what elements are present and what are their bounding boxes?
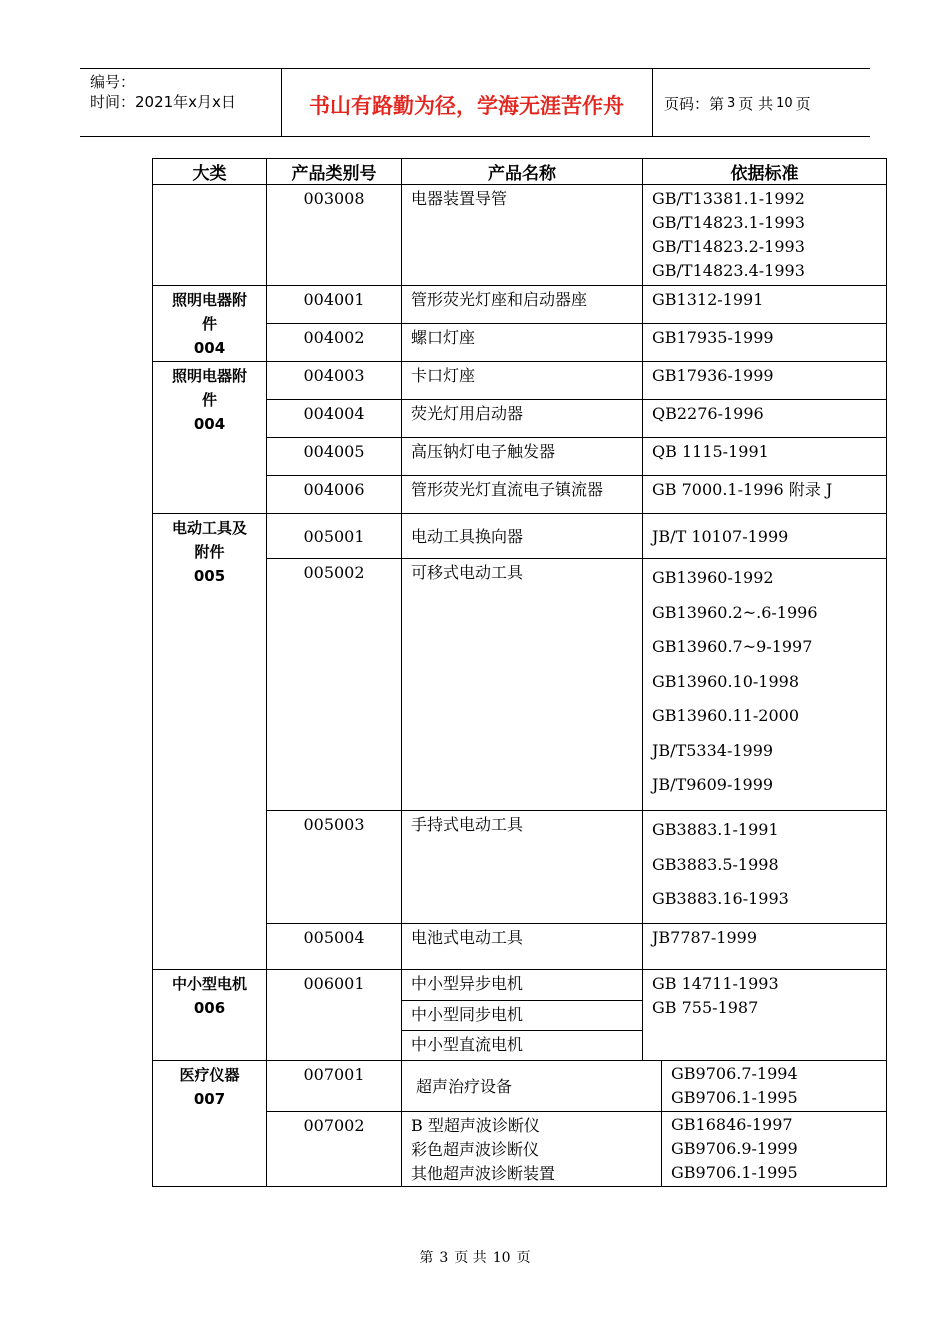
table-header-row (153, 159, 887, 185)
standard-item: GB9706.1-1995 (671, 1163, 798, 1182)
standard-item: GB 14711-1993 (652, 974, 779, 993)
standard-cell (643, 811, 887, 924)
footer-prefix: 第 (419, 1250, 434, 1266)
product-code: 004006 (267, 476, 402, 514)
column-header-category: 大类 (153, 159, 267, 185)
standard-cell: JB7787-1999 (643, 924, 887, 970)
product-code: 003008 (267, 185, 402, 286)
product-code: 004003 (267, 362, 402, 400)
standard-item: JB/T9609-1999 (652, 775, 774, 794)
category-cell-empty (153, 185, 267, 286)
page-total: 10 (776, 96, 793, 111)
product-name-list (402, 1112, 662, 1187)
column-header-code: 产品类别号 (267, 159, 402, 185)
footer-total: 10 (492, 1250, 511, 1266)
product-standards-table (152, 158, 887, 1187)
product-name: 中小型异步电机 (402, 970, 643, 1001)
category-line: 照明电器附 (171, 291, 247, 309)
document-date: 时间：2021年x月x日 (90, 93, 236, 111)
product-code: 004005 (267, 438, 402, 476)
product-name: 螺口灯座 (402, 324, 643, 362)
category-cell (153, 286, 267, 362)
product-name: 高压钠灯电子触发器 (402, 438, 643, 476)
page-footer (0, 1247, 950, 1267)
category-line: 医疗仪器 (179, 1066, 240, 1084)
document-number-label: 编号： (90, 73, 136, 91)
standard-item: GB3883.1-1991 (652, 820, 779, 839)
product-name: 其他超声波诊断装置 (411, 1164, 556, 1183)
standard-cell: QB 1115-1991 (643, 438, 887, 476)
standard-item: GB9706.1-1995 (671, 1088, 798, 1107)
standard-cell: GB17935-1999 (643, 324, 887, 362)
category-code: 005 (193, 567, 226, 585)
product-name: 超声治疗设备 (402, 1061, 662, 1112)
product-name: 管形荧光灯座和启动器座 (402, 286, 643, 324)
category-line: 件 (201, 391, 217, 409)
product-code: 007001 (267, 1061, 402, 1112)
product-name: 电器装置导管 (402, 185, 643, 286)
product-code: 007002 (267, 1112, 402, 1187)
product-name: 卡口灯座 (402, 362, 643, 400)
standard-cell (662, 1061, 887, 1112)
column-header-name: 产品名称 (402, 159, 643, 185)
standard-item: GB9706.7-1994 (671, 1064, 798, 1083)
table-row (153, 1061, 887, 1112)
product-code: 006001 (267, 970, 402, 1061)
category-cell (153, 514, 267, 970)
column-header-standard: 依据标准 (643, 159, 887, 185)
header-page-indicator (654, 69, 870, 136)
product-code: 004004 (267, 400, 402, 438)
standard-item: GB3883.16-1993 (652, 889, 789, 908)
standard-cell (662, 1112, 887, 1187)
standard-item: GB/T14823.2-1993 (652, 237, 805, 256)
category-code: 004 (193, 339, 226, 357)
page-suffix: 页 (795, 95, 811, 113)
category-line: 附件 (194, 543, 225, 561)
header-motto: 书山有路勤为径，学海无涯苦作舟 (281, 69, 653, 136)
standard-item: GB/T14823.4-1993 (652, 261, 805, 280)
standard-cell: JB/T 10107-1999 (643, 514, 887, 559)
product-code: 004001 (267, 286, 402, 324)
product-code: 005002 (267, 559, 402, 811)
standard-item: GB/T14823.1-1993 (652, 213, 805, 232)
product-name: B 型超声波诊断仪 (411, 1116, 540, 1135)
product-name: 手持式电动工具 (402, 811, 643, 924)
category-code: 006 (193, 999, 226, 1017)
table-row (153, 970, 887, 1001)
product-name: 电动工具换向器 (402, 514, 643, 559)
standard-item: GB13960.10-1998 (652, 671, 800, 691)
product-name: 中小型直流电机 (402, 1031, 643, 1061)
category-line: 电动工具及 (171, 519, 247, 537)
product-name: 荧光灯用启动器 (402, 400, 643, 438)
product-code: 004002 (267, 324, 402, 362)
standard-cell: GB17936-1999 (643, 362, 887, 400)
product-code: 005001 (267, 514, 402, 559)
product-code: 005003 (267, 811, 402, 924)
page-mid: 页 共 (738, 95, 774, 113)
standard-item: GB13960.7~9-1997 (652, 637, 813, 656)
standard-item: GB/T13381.1-1992 (652, 189, 805, 208)
category-code: 004 (193, 415, 226, 433)
footer-current: 3 (439, 1250, 449, 1266)
product-name: 管形荧光灯直流电子镇流器 (402, 476, 643, 514)
header-meta (80, 69, 282, 136)
standard-item: GB13960.2~.6-1996 (652, 602, 818, 622)
standard-item: JB/T5334-1999 (652, 740, 774, 760)
product-code: 005004 (267, 924, 402, 970)
page-header (80, 68, 870, 137)
table-row (153, 286, 887, 324)
footer-suffix: 页 (516, 1250, 531, 1266)
standard-cell: QB2276-1996 (643, 400, 887, 438)
page-prefix: 页码：第 (664, 95, 725, 113)
standard-cell (643, 970, 887, 1061)
category-cell (153, 970, 267, 1061)
table-row (153, 514, 887, 559)
standard-cell: GB 7000.1-1996 附录 J (643, 476, 887, 514)
product-name: 中小型同步电机 (402, 1001, 643, 1031)
standard-item: GB9706.9-1999 (671, 1139, 798, 1158)
category-line: 照明电器附 (171, 367, 247, 385)
footer-mid: 页 共 (454, 1250, 487, 1266)
standard-item: GB13960.11-2000 (652, 706, 800, 725)
standard-item: GB13960-1992 (652, 568, 774, 587)
standard-cell (643, 559, 887, 811)
standard-item: GB3883.5-1998 (652, 854, 779, 874)
product-name: 彩色超声波诊断仪 (411, 1140, 540, 1159)
product-name: 可移式电动工具 (402, 559, 643, 811)
category-cell (153, 362, 267, 514)
standard-cell: GB1312-1991 (643, 286, 887, 324)
category-cell (153, 1061, 267, 1187)
page-current: 3 (727, 96, 736, 111)
standard-item: GB 755-1987 (652, 998, 759, 1017)
standard-cell (643, 185, 887, 286)
table-row (153, 185, 887, 286)
category-code: 007 (193, 1090, 226, 1108)
category-line: 中小型电机 (171, 975, 247, 993)
category-line: 件 (201, 315, 217, 333)
table-row (153, 362, 887, 400)
product-name: 电池式电动工具 (402, 924, 643, 970)
standard-item: GB16846-1997 (671, 1115, 793, 1134)
